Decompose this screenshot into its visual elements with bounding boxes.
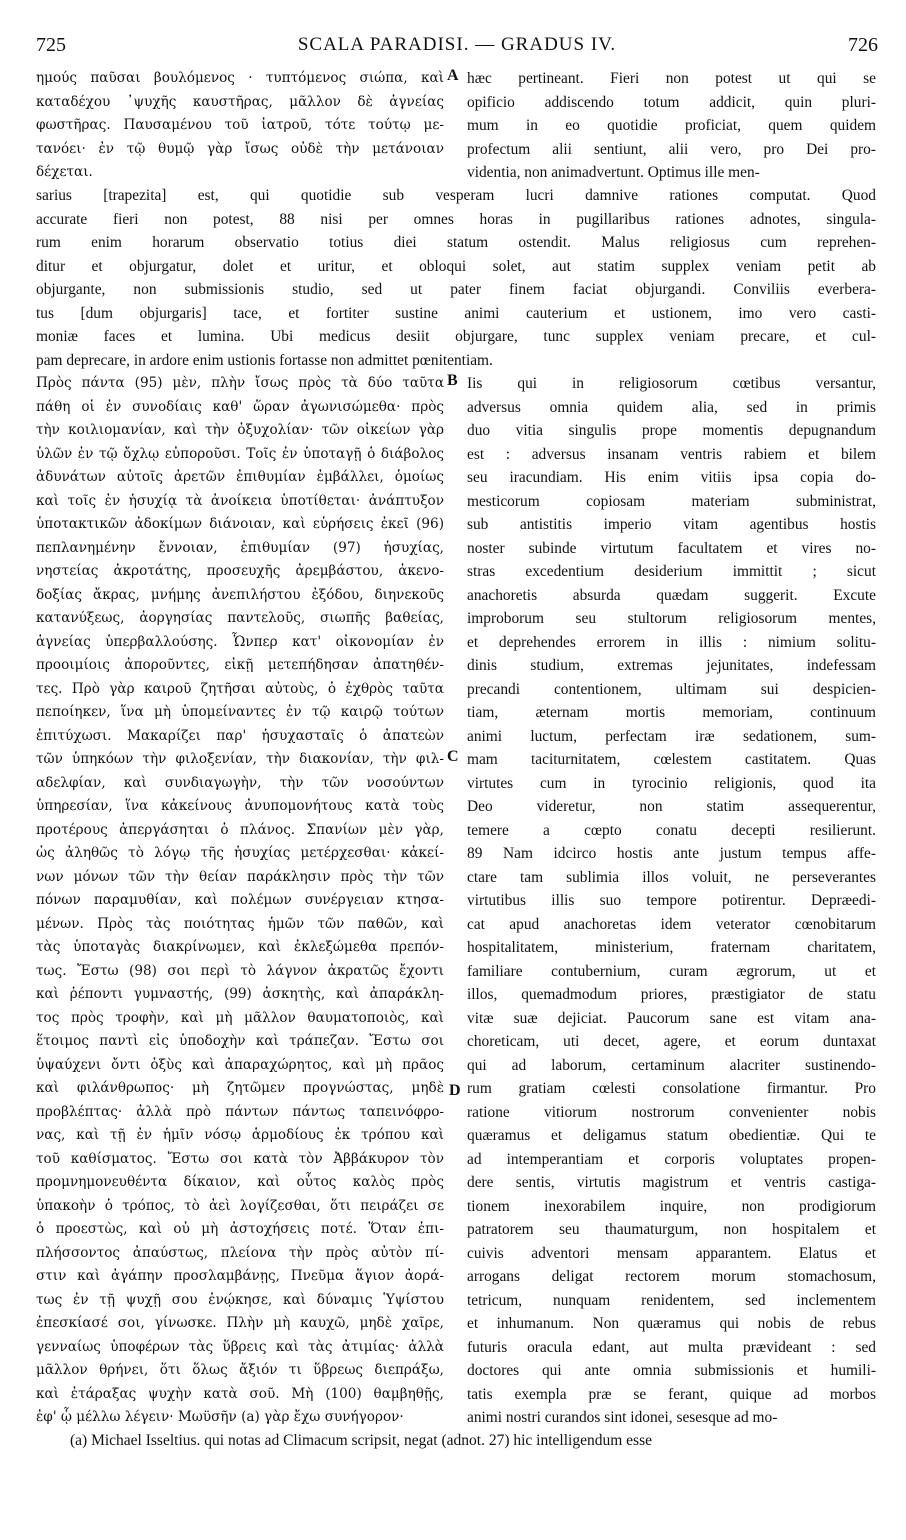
greek-line: καὶ ῥέποντι γυμναστής, (99) ἀσκητὴς, καὶ ἀπαράκλη- — [36, 986, 444, 1002]
latin-line: futuris oracula edant, aut multa prævideant : sed — [467, 1338, 876, 1356]
latin-full-width-block — [36, 184, 876, 372]
greek-line: νων μόνων τῶν τὴν θείαν παράκλησιν πρὸς τὴν τῶν — [36, 868, 444, 885]
latin-line: est : adversus insanam ventris rabiem et bilem — [467, 445, 876, 463]
greek-column — [36, 372, 444, 1430]
greek-line: ἐπεσκίασέ σοι, γίνωσκε. Πλὴν μὴ καυχῶ, μηδὲ χαῖρε, — [36, 1315, 444, 1331]
latin-line: et inhumanum. Non quæramus qui nobis de rebus — [467, 1315, 876, 1332]
greek-line: πεπλανημένην ἔννοιαν, ἐπιθυμίαν (97) ἡσυχίας, — [36, 539, 444, 556]
running-title: SCALA PARADISI. — GRADUS IV. — [297, 34, 617, 55]
latin-line: temere a cœpto conatu decepti resilierunt. — [467, 821, 876, 839]
latin-line: ratione vitiorum nostrorum convenienter nobis — [467, 1103, 876, 1121]
latin-line: duo vitia singulis prope momentis depugnandum — [467, 422, 876, 439]
greek-line: τανόει· ἐν τῷ θυμῷ γὰρ ἴσως οὐδὲ τὴν μετάνοιαν — [36, 140, 444, 157]
greek-line: στιν καὶ ἀγάπην προσλαμβάνῃς, Πνεῦμα ἅγιον ἀορά- — [36, 1268, 444, 1284]
latin-line: videntia, non animadvertunt. Optimus ille men- — [467, 164, 760, 181]
latin-line: dere sentis, virtutis magistrum et ventris castiga- — [467, 1174, 876, 1191]
greek-line: ἐφ' ᾧ μέλλω λέγειν· Μωϋσῆν (a) γὰρ ἔχω συνήγορον· — [36, 1409, 404, 1425]
greek-line: τῶν ὑπηκόων τὴν φιλοξενίαν, τὴν διακονίαν, τὴν φιλ- — [36, 751, 444, 767]
latin-line: virtutes cum in tyrocinio religionis, quod ita — [467, 774, 876, 792]
latin-line: et deprehendes errorem in illis : nimium solitu- — [467, 633, 876, 651]
page-header — [36, 34, 878, 62]
greek-line: ὑπακοὴν ὁ τρόπος, τὸ ἀεὶ λογίζεσθαι, ὅτι πειράζει σε — [36, 1197, 444, 1214]
greek-line: ἐπιτύχωσι. Μακαρίζει παρ' ἡσυχασταῖς ὁ ἀπατεὼν — [36, 727, 444, 744]
greek-line: προμνημονευθέντα δίκαιον, καὶ οὗτος καλὸς πρὸς — [36, 1174, 444, 1190]
greek-line: πάθη οἱ ἐν συνοδίαις καθ' ὥραν ἀγωνισώμεθα· πρὸς — [36, 398, 444, 415]
greek-line: μένων. Πρὸς τὰς ποιότητας ἡμῶν τῶν παθῶν, καὶ — [36, 915, 444, 932]
latin-line: animi nostri curandos sint idonei, sesesque ad mo- — [467, 1409, 778, 1426]
latin-top-right-block — [467, 67, 876, 185]
latin-line: rum enim horarum observatio totius diei statum ostendit. Malus religiosus cum reprehen- — [36, 234, 876, 251]
greek-line: ὑποτακτικῶν ἀδοκίμων διάνοιαν, καὶ εὑρήσεις ἐκεῖ (96) — [36, 516, 444, 532]
greek-line: ἀδυνάτων αὐτοῖς ἀρετῶν ἐπιθυμίαν ἐμβάλλει, ὁμοίως — [36, 469, 444, 485]
latin-line: arrogans deligat rectorem morum stomachosum, — [467, 1268, 876, 1285]
greek-line: τὴν κοιλιομανίαν, καὶ τὴν ὀξυχολίαν· τῶν οἰκείων γὰρ — [36, 422, 444, 438]
greek-top-block — [36, 67, 444, 185]
latin-line: tus [dum objurgaris] tace, et fortiter sustine animi cauterium et ustionem, imo vero casti- — [36, 304, 876, 322]
margin-letter-c: C — [447, 748, 459, 765]
greek-line: ἕτοιμος παντὶ εἰς ὑποδοχὴν καὶ τράπεζαν. Ἔστω σοι — [36, 1033, 444, 1049]
greek-line: καταδέχου ᾿ψυχῆς καυστῆρας, μᾶλλον δὲ ἁγνείας — [36, 93, 444, 110]
latin-line: adversus omnia quidem alia, sed in primis — [467, 398, 876, 416]
latin-line: anachoretis absurda quædam suggerit. Excute — [467, 586, 876, 604]
greek-line: προοιμίοις ἀποροῦντες, εἰκῇ μετεπήδησαν ἀπατηθέν- — [36, 657, 444, 673]
greek-line: ὑπηρεσίαν, ἵνα κἀκείνους ἀνυπομονήτους κατὰ τοὺς — [36, 798, 444, 814]
latin-line: mum in eo quotidie proficiat, quem quidem — [467, 117, 876, 134]
latin-line: mesticorum copiosam materiam subministrat, — [467, 492, 876, 510]
latin-line: moniæ faces et lumina. Ubi medicus desiit objurgare, tunc supplex veniam precare, et cul- — [36, 328, 876, 345]
latin-line: improborum seu stultorum religiosorum mentes, — [467, 610, 876, 627]
greek-line: πλήσσοντος ἀπαύστως, πλείονα τὴν πρὸς αὐτὸν πί- — [36, 1244, 444, 1261]
greek-line: τὰς ὑποταγὰς διακρίνωμεν, καὶ ἐκλεξώμεθα πρεπόν- — [36, 939, 444, 955]
margin-letter-b: B — [447, 372, 458, 389]
latin-line: illos, quemadmodum priores, præstigiator de statu — [467, 986, 876, 1003]
latin-line: vitæ suæ dejiciat. Paucorum sane est vitam ana- — [467, 1009, 876, 1027]
latin-line: sub antistitis imperio vitam agentibus hostis — [467, 516, 876, 533]
latin-line: cat apud anachoretas idem veterator cœnobitarum — [467, 915, 876, 933]
latin-line: Iis qui in religiosorum cœtibus versantur, — [467, 375, 876, 392]
greek-line: αδελφίαν, καὶ συνδιαγωγὴν, τὴν τῶν νοσούντων — [36, 774, 444, 791]
latin-line: sarius [trapezita] est, qui quotidie sub vesperam lucri damnive rationes computat. Quod — [36, 187, 876, 204]
greek-line: προτέρους ἀπεργάσηται ὁ πλάνος. Σπανίων μὲν γὰρ, — [36, 821, 444, 838]
greek-line: δέχεται. — [36, 164, 93, 180]
greek-line: προβλέπτας· ἀλλὰ πρὸ πάντων πάντως ταπεινόφρο- — [36, 1103, 444, 1120]
latin-line: tionem inexorabilem inquire, non prodigiorum — [467, 1197, 876, 1215]
latin-line: virtutibus illis suo tempore potirentur. Depræedi- — [467, 892, 876, 909]
greek-line: δοξίας ἄκρας, μνήμης ἀνεπιλήστου ἐξόδου, διηνεκοῦς — [36, 586, 444, 603]
latin-line: qui ad laborum, certaminum alacriter sustinendo- — [467, 1056, 876, 1074]
greek-line: καὶ φιλάνθρωπος· μὴ ζητῶμεν προγνώστας, μηδὲ — [36, 1080, 444, 1096]
page-number-left: 725 — [36, 34, 66, 56]
latin-line: tiam, æternam mortis memoriam, continuum — [467, 704, 876, 721]
latin-line: objurgante, non submissionis studio, sed ut pater finem faciat objurgandi. Conviliis everbera- — [36, 281, 876, 298]
latin-line: mam taciturnitatem, cœlestem castitatem. Quas — [467, 751, 876, 768]
latin-line: precandi contentionem, ultimam sui despicien- — [467, 680, 876, 698]
latin-line: tatis exempla præ se ferant, quique ad morbos — [467, 1385, 876, 1403]
latin-line: Deo videretur, non statim assequerentur, — [467, 798, 876, 815]
greek-line: μᾶλλον θρήνει, ὅτι ὅλως ἄξιόν τι ὕβρεως διεπράξω, — [36, 1362, 444, 1378]
latin-line: seu iracundiam. His enim vitiis ipsa copia do- — [467, 469, 876, 486]
latin-line: stras excedentium desiderium immittit ; sicut — [467, 563, 876, 580]
greek-line: τοῦ καθίσματος. Ἔστω σοι κατὰ τὸν Ἀββάκυρον τὸν — [36, 1150, 444, 1167]
greek-line: πόνων παραμυθίαν, καὶ πολέμων συνέργειαν κτησα- — [36, 892, 444, 908]
margin-letter-a: A — [447, 67, 459, 84]
greek-line: τες. Πρὸ γὰρ καιροῦ ζητῆσαι αὐτοὺς, ὁ ἐχθρὸς ταῦτα — [36, 680, 444, 697]
latin-line: opificio addiscendo totum addicit, quin pluri- — [467, 93, 876, 111]
footnote: (a) Michael Isseltius. qui notas ad Climacum scripsit, negat (adnot. 27) hic intelligendum esse — [70, 1432, 652, 1449]
greek-line: καὶ ἐτάραξας ψυχὴν κατὰ σοῦ. Μὴ (100) θαμβηθῇς, — [36, 1385, 444, 1402]
latin-line: profectum alii sentiunt, alii vero, pro Dei pro- — [467, 140, 876, 158]
greek-line: ὁ προεστὼς, καὶ οὐ μὴ ἀστοχήσεις ποτέ. Ὅταν ἐπι- — [36, 1221, 444, 1237]
greek-line: τος πρὸς τροφὴν, καὶ μὴ μᾶλλον θαυματοποιὸς, καὶ — [36, 1009, 444, 1026]
latin-line: pam deprecare, in ardore enim ustionis fortasse non admittet pœnitentiam. — [36, 351, 493, 369]
latin-line: hæc pertineant. Fieri non potest ut qui se — [467, 70, 876, 87]
greek-line: Πρὸς πάντα (95) μὲν, πλὴν ἴσως πρὸς τὰ δύο ταῦτα — [36, 375, 444, 391]
latin-line: 89 Nam idcirco hostis ante justum tempus affe- — [467, 845, 876, 862]
latin-line: hospitalitatem, ministerium, fraternam charitatem, — [467, 939, 876, 956]
greek-line: ὡς ἀληθῶς τὸ λόγῳ τῆς ἡσυχίας μετέρχεσθαι· κἀκεί- — [36, 845, 444, 861]
latin-line: ad intemperantiam et corporis voluptates propen- — [467, 1150, 876, 1168]
latin-line: tetricum, nunquam renidentem, sed inclementem — [467, 1291, 876, 1309]
latin-line: choreticam, uti decet, agere, et eorum duntaxat — [467, 1033, 876, 1050]
latin-line: rum gratiam cœlesti consolatione firmantur. Pro — [467, 1080, 876, 1097]
latin-line: accurate fieri non potest, 88 nisi per omnes horas in pugillaribus rationes adnotes, singula- — [36, 210, 876, 228]
greek-line: νηστείας ἀκροτάτης, προσευχῆς ἀρεμβάστου, ἀκενο- — [36, 563, 444, 579]
greek-line: ημούς παῦσαι βουλόμενος · τυπτόμενος σιώπα, καὶ — [36, 70, 444, 86]
page-number-right: 726 — [848, 34, 878, 56]
latin-line: ditur et objurgatur, dolet et uritur, et obloqui solet, aut statim supplex veniam petit ab — [36, 257, 876, 275]
latin-line: patratorem seu thaumaturgum, non hospitalem et — [467, 1221, 876, 1238]
greek-line: ὑλῶν ἐν τῷ ὄχλῳ εὐποροῦσι. Τοῖς ἐν ὑποταγῇ ὁ διάβολος — [36, 445, 444, 462]
margin-letter-d: D — [449, 1082, 461, 1099]
greek-line: κατανύξεως, ἀοργησίας παντελοῦς, σιωπῆς βαθείας, — [36, 610, 444, 626]
latin-line: ctare tam sublimia illos voluit, ne perseverantes — [467, 868, 876, 886]
latin-line: noster subinde virtutum facultatem et vires no- — [467, 539, 876, 557]
greek-line: πεποίηκεν, ἵνα μὴ ὑπομείναντες ἐν τῷ καιρῷ τούτων — [36, 704, 444, 720]
latin-line: doctores qui ante omnia submissionis et humili- — [467, 1362, 876, 1379]
latin-line: dinis studium, extremas jejunitates, indefessam — [467, 657, 876, 674]
greek-line: ὑψαύχενι ὄντι ὀξὺς καὶ ἀπαραχώρητος, καὶ μὴ πρᾶος — [36, 1056, 444, 1073]
greek-line: γενναίως ὑποφέρων τὰς ὕβρεις καὶ τὰς ἀτιμίας· ἀλλὰ — [36, 1338, 444, 1355]
latin-column — [467, 372, 876, 1430]
greek-line: τως. Ἔστω (98) σοι περὶ τὸ λάγνον ἀκρατῶς ἔχοντι — [36, 962, 444, 979]
latin-line: familiare contubernium, curam ægrorum, ut et — [467, 962, 876, 980]
latin-line: animi luctum, perfectam iræ sedationem, sum- — [467, 727, 876, 745]
greek-line: ἁγνείας ὑπερβαλλούσης. Ὧνπερ κατ' οἰκονομίαν ἐν — [36, 633, 444, 650]
latin-line: quæramus et deligamus statum obedientiæ. Qui te — [467, 1127, 876, 1144]
latin-line: cuivis adventori mensam apparantem. Elatus et — [467, 1244, 876, 1262]
greek-line: καὶ τοῖς ἐν ἡσυχίᾳ τὰ ἀνοίκεια ὑποτίθεται· ἀνάπτυξον — [36, 492, 444, 509]
greek-line: νας, καὶ τῇ ἐν ἡμῖν νόσῳ ἁρμοδίους ἐκ τρόπου καὶ — [36, 1127, 444, 1143]
greek-line: τως ἐν τῇ ψυχῇ σου ἐνῴκησε, καὶ δύναμις Ὑψίστου — [36, 1291, 444, 1308]
greek-line: φωστῆρας. Παυσαμένου τοῦ ἰατροῦ, τότε τούτῳ με- — [36, 117, 444, 133]
